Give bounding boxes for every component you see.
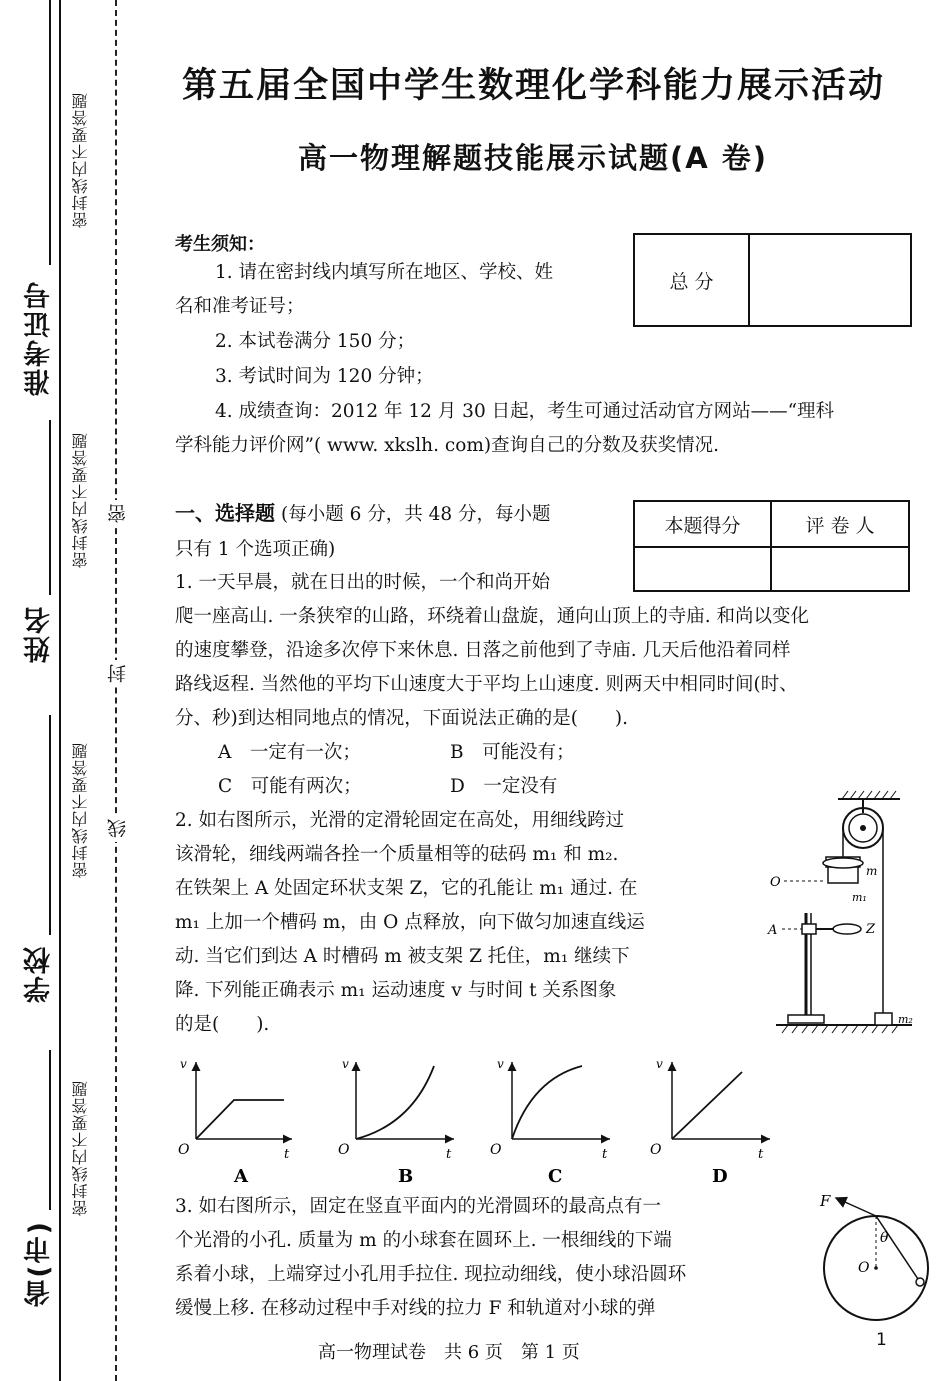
total-score-box (633, 233, 912, 327)
exam-title: 第五届全国中学生数理化学科能力展示活动 (182, 66, 886, 106)
field-school-line (49, 715, 51, 935)
fig2-label-m2: m₂ (898, 1013, 913, 1026)
q1-line-5: 分、秒)到达相同地点的情况，下面说法正确的是( ). (175, 708, 629, 729)
fig2-label-o: O (770, 875, 781, 890)
total-score-label: 总 分 (634, 234, 749, 326)
graph-d-t: t (758, 1147, 764, 1162)
seal-notice-2: 密封线内不要答题 (71, 432, 90, 568)
q1-line-2: 爬一座高山. 一条狭窄的山路，环绕着山盘旋，通向山顶上的寺庙. 和尚以变化 (175, 606, 810, 627)
graph-d (650, 1057, 770, 1184)
page-number: 1 (876, 1330, 887, 1350)
graph-a-t: t (284, 1147, 290, 1162)
notice-item-3: 3. 考试时间为 120 分钟； (215, 366, 434, 387)
graph-b-label: B (398, 1166, 414, 1184)
q1-option-c: C 可能有两次； (218, 776, 362, 797)
fig2-label-a: A (768, 923, 778, 938)
q2-line-4: m₁ 上加一个槽码 m，由 O 点释放，向下做匀加速直线运 (175, 912, 645, 933)
notice-heading: 考生须知： (175, 234, 265, 255)
notice-item-4b: 学科能力评价网”( www. xkslh. com)查询自己的分数及获奖情况. (175, 435, 719, 456)
q2-line-2: 该滑轮，细线两端各拴一个质量相等的砝码 m₁ 和 m₂. (175, 844, 619, 865)
fig3-label-f: F (820, 1192, 831, 1210)
seal-notice-3: 密封线内不要答题 (71, 742, 90, 878)
notice-item-4: 4. 成绩查询：2012 年 12 月 30 日起，考生可通过活动官方网站——“理科 (215, 401, 835, 422)
section1-title: 一、选择题 (175, 501, 275, 525)
q1-option-b: B 可能没有； (450, 742, 575, 763)
graph-c-v: v (497, 1057, 504, 1071)
section-score-label: 本题得分 (634, 501, 771, 547)
seal-notice-1: 密封线内不要答题 (71, 92, 90, 228)
graph-d-origin: O (650, 1142, 662, 1158)
q2-line-6: 降. 下列能正确表示 m₁ 运动速度 v 与时间 t 关系图象 (175, 980, 617, 1001)
section-score-box (633, 500, 910, 592)
field-exam-id-line (49, 0, 51, 265)
fig2-label-z: Z (866, 922, 876, 937)
section-score-cell[interactable] (634, 547, 771, 591)
exam-subtitle: 高一物理解题技能展示试题(A 卷) (298, 141, 769, 175)
footer-text: 高一物理试卷 共 6 页 第 1 页 (318, 1342, 580, 1363)
q3-line-2: 个光滑的小孔. 质量为 m 的小球套在圆环上. 一根细线的下端 (175, 1230, 672, 1251)
q1-line-4: 路线返程. 当然他的平均下山速度大于平均上山速度. 则两天中相同时间(时、 (175, 674, 798, 695)
graph-a-label: A (234, 1166, 248, 1184)
notice-item-1b: 名和准考证号； (175, 296, 305, 317)
seal-char-feng: 封 (104, 660, 131, 687)
q2-line-7: 的是( ). (175, 1014, 270, 1035)
notice-item-2: 2. 本试卷满分 150 分； (215, 331, 416, 352)
section1-desc: (每小题 6 分，共 48 分，每小题 (281, 504, 551, 525)
q1-line-1: 1. 一天早晨，就在日出的时候，一个和尚开始 (175, 572, 551, 593)
fig3-label-o: O (858, 1260, 870, 1276)
seal-dashed-line (115, 0, 117, 1381)
fig3-label-theta: θ (880, 1230, 889, 1246)
graph-a (178, 1057, 292, 1184)
graph-a-v: v (180, 1057, 187, 1071)
grader-label: 评 卷 人 (771, 501, 909, 547)
fig2-label-m: m (866, 864, 878, 878)
graph-c-origin: O (490, 1142, 502, 1158)
field-name-line (49, 420, 51, 595)
graph-c (490, 1057, 610, 1184)
q2-line-3: 在铁架上 A 处固定环状支架 Z，它的孔能让 m₁ 通过. 在 (175, 878, 638, 899)
graph-b-v: v (342, 1057, 349, 1071)
q3-line-4: 缓慢上移. 在移动过程中手对线的拉力 F 和轨道对小球的弹 (175, 1298, 656, 1319)
graph-c-label: C (548, 1166, 563, 1184)
fig2-label-m1: m₁ (852, 891, 867, 904)
seal-char-mi: 密 (104, 500, 131, 527)
q1-line-3: 的速度攀登，沿途多次停下来休息. 日落之前他到了寺庙. 几天后他沿着同样 (175, 640, 791, 661)
graph-d-v: v (656, 1057, 663, 1071)
field-province-label: 省(市) (24, 1220, 55, 1307)
vt-graphs (172, 1054, 772, 1184)
section1-heading (175, 497, 551, 526)
seal-notice-4: 密封线内不要答题 (71, 1080, 90, 1216)
graph-b-t: t (446, 1147, 452, 1162)
seal-solid-line (59, 0, 61, 1381)
field-exam-id-label: 准考证号 (24, 280, 55, 396)
seal-char-xian: 线 (104, 815, 131, 842)
q1-option-d: D 一定没有 (450, 776, 558, 797)
graph-b (338, 1057, 454, 1184)
graph-a-origin: O (178, 1142, 190, 1158)
field-province-line (49, 1050, 51, 1210)
field-name-label: 姓名 (24, 605, 55, 663)
notice-item-1: 1. 请在密封线内填写所在地区、学校、姓 (215, 262, 554, 283)
graph-d-label: D (712, 1166, 728, 1184)
grader-cell[interactable] (771, 547, 909, 591)
q1-option-a: A 一定有一次； (218, 742, 361, 763)
graph-b-origin: O (338, 1142, 350, 1158)
q2-line-5: 动. 当它们到达 A 时槽码 m 被支架 Z 托住，m₁ 继续下 (175, 946, 630, 967)
graph-c-t: t (602, 1147, 608, 1162)
ring-figure (810, 1186, 940, 1326)
q3-line-3: 系着小球，上端穿过小孔用手拉住. 现拉动细线，使小球沿圆环 (175, 1264, 687, 1285)
field-school-label: 学校 (24, 945, 55, 1003)
q2-line-1: 2. 如右图所示，光滑的定滑轮固定在高处，用细线跨过 (175, 810, 625, 831)
total-score-value[interactable] (749, 234, 911, 326)
pulley-apparatus-figure (762, 785, 927, 1040)
section1-desc-2: 只有 1 个选项正确) (175, 539, 336, 560)
q3-line-1: 3. 如右图所示，固定在竖直平面内的光滑圆环的最高点有一 (175, 1196, 662, 1217)
